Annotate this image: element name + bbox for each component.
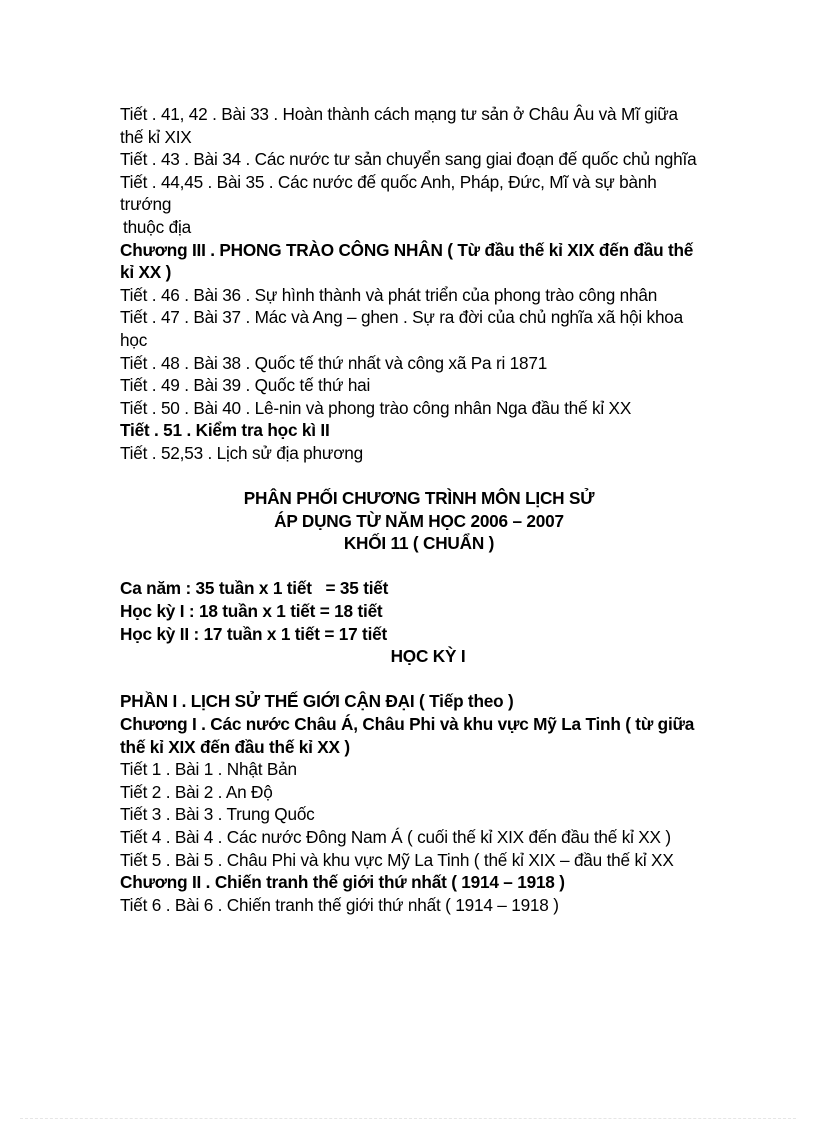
term-heading: HỌC KỲ I (390, 646, 466, 667)
part-heading: PHẦN I . LỊCH SỬ THẾ GIỚI CẬN ĐẠI ( Tiếp theo ) (120, 691, 514, 712)
program-year: ÁP DỤNG TỪ NĂM HỌC 2006 – 2007 (274, 510, 564, 531)
chapter-heading: Chương III . PHONG TRÀO CÔNG NHÂN ( Từ đầu thế kỉ XIX đến đầu thế kỉ XX ) (120, 239, 694, 283)
chapter-heading: Chương II . Chiến tranh thế giới thứ nhất ( 1914 – 1918 ) (120, 872, 565, 893)
summary-term1: Học kỳ I : 18 tuần x 1 tiết = 18 tiết (120, 601, 383, 622)
lesson-line: Tiết . 47 . Bài 37 . Mác và Ang – ghen . Sự ra đời của chủ nghĩa xã hội khoa học (120, 307, 684, 350)
lesson-line: Tiết 2 . Bài 2 . An Độ (120, 781, 273, 802)
lesson-line: Tiết . 46 . Bài 36 . Sự hình thành và phát triển của phong trào công nhân (120, 284, 658, 305)
program-heading (120, 487, 700, 555)
spacer (120, 465, 700, 488)
lesson-line: Tiết 1 . Bài 1 . Nhật Bản (120, 759, 297, 780)
document-page (120, 103, 700, 916)
lesson-line: Tiết 3 . Bài 3 . Trung Quốc (120, 804, 315, 825)
lesson-line: Tiết 5 . Bài 5 . Châu Phi và khu vực Mỹ La Tinh ( thế kỉ XIX – đầu thế kỉ XX (120, 849, 674, 870)
spacer (120, 668, 700, 691)
lesson-line: Tiết . 48 . Bài 38 . Quốc tế thứ nhất và công xã Pa ri 1871 (120, 352, 548, 373)
lesson-line-continuation: thuộc địa (123, 216, 191, 237)
hours-summary (120, 577, 700, 667)
lesson-line: Tiết . 50 . Bài 40 . Lê-nin và phong trào công nhân Nga đầu thế kỉ XX (120, 397, 632, 418)
summary-term2: Học kỳ II : 17 tuần x 1 tiết = 17 tiết (120, 623, 388, 644)
curriculum-list-bottom (120, 690, 700, 916)
lesson-line: Tiết 6 . Bài 6 . Chiến tranh thế giới thứ nhất ( 1914 – 1918 ) (120, 894, 559, 915)
chapter-heading: Chương I . Các nước Châu Á, Châu Phi và khu vực Mỹ La Tinh ( từ giữa thế kỉ XIX đến đầu thế kỉ XX ) (120, 714, 695, 757)
page-bottom-rule (20, 1118, 796, 1119)
program-grade: KHỐI 11 ( CHUẨN ) (343, 533, 495, 554)
lesson-line: Tiết . 49 . Bài 39 . Quốc tế thứ hai (120, 375, 371, 396)
curriculum-list-top (120, 103, 700, 465)
summary-year: Ca năm : 35 tuần x 1 tiết = 35 tiết (120, 578, 389, 599)
lesson-line: Tiết . 44,45 . Bài 35 . Các nước đế quốc Anh, Pháp, Đức, Mĩ và sự bành trướng (120, 171, 657, 215)
exam-line: Tiết . 51 . Kiểm tra học kì II (120, 420, 330, 441)
lesson-line: Tiết . 41, 42 . Bài 33 . Hoàn thành cách mạng tư sản ở Châu Âu và Mĩ giữa thế kỉ XIX (120, 104, 678, 147)
lesson-line: Tiết . 43 . Bài 34 . Các nước tư sản chuyển sang giai đoạn đế quốc chủ nghĩa (120, 149, 697, 170)
program-title: PHÂN PHỐI CHƯƠNG TRÌNH MÔN LỊCH SỬ (243, 488, 595, 509)
spacer (120, 555, 700, 578)
lesson-line: Tiết 4 . Bài 4 . Các nước Đông Nam Á ( cuối thế kỉ XIX đến đầu thế kỉ XX ) (120, 827, 671, 847)
lesson-line: Tiết . 52,53 . Lịch sử địa phương (120, 442, 363, 463)
